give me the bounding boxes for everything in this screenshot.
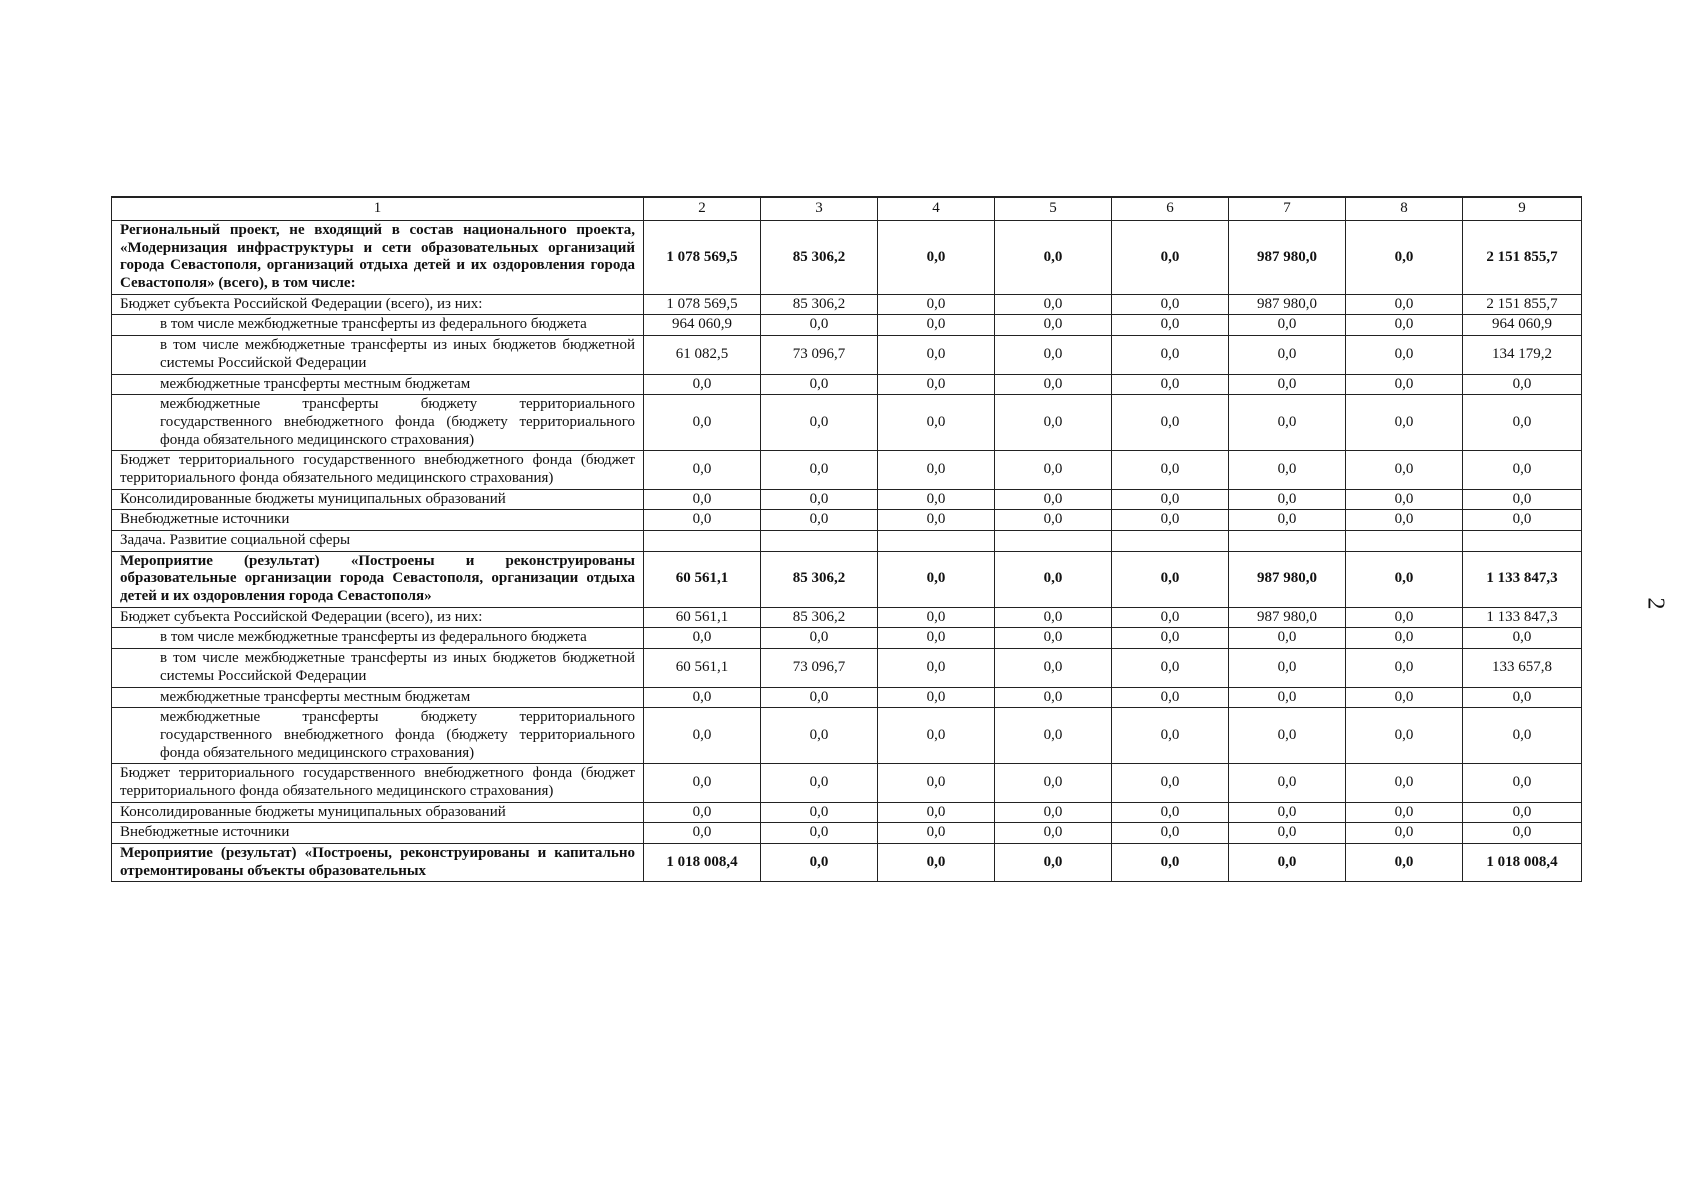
value-cell: 0,0: [644, 451, 761, 489]
value-cell: 964 060,9: [1463, 315, 1582, 336]
table-row: [112, 489, 1582, 510]
value-cell: 0,0: [1346, 551, 1463, 607]
value-cell: 0,0: [644, 374, 761, 395]
value-cell: 0,0: [1346, 315, 1463, 336]
value-cell: 0,0: [995, 649, 1112, 687]
value-cell: 0,0: [644, 823, 761, 844]
value-cell: 85 306,2: [761, 294, 878, 315]
row-label: межбюджетные трансферты бюджету территориального государственного внебюджетного фонда (бюджету территориального фонда обязательного медицинского страхования): [112, 395, 644, 451]
value-cell: 0,0: [1112, 844, 1229, 882]
value-cell: 0,0: [878, 551, 995, 607]
row-label: Внебюджетные источники: [112, 823, 644, 844]
value-cell: 0,0: [644, 687, 761, 708]
value-cell: 0,0: [1112, 315, 1229, 336]
page-number: 2: [1642, 597, 1669, 610]
value-cell: 0,0: [878, 221, 995, 295]
value-cell: 1 018 008,4: [644, 844, 761, 882]
table-row: [112, 315, 1582, 336]
value-cell: 0,0: [1346, 649, 1463, 687]
row-label: в том числе межбюджетные трансферты из федерального бюджета: [112, 628, 644, 649]
table-row: [112, 374, 1582, 395]
value-cell: 0,0: [761, 687, 878, 708]
value-cell: 0,0: [1346, 451, 1463, 489]
value-cell: 0,0: [1112, 687, 1229, 708]
value-cell: 0,0: [995, 844, 1112, 882]
table-row: [112, 510, 1582, 531]
value-cell: 0,0: [1346, 764, 1463, 802]
value-cell: 964 060,9: [644, 315, 761, 336]
value-cell: 0,0: [878, 395, 995, 451]
value-cell: 0,0: [1229, 844, 1346, 882]
value-cell: 0,0: [761, 489, 878, 510]
row-label: Мероприятие (результат) «Построены и реконструированы образовательные организации города Севастополя, организации отдыха детей и их оздоровления города Севастополя»: [112, 551, 644, 607]
value-cell: 0,0: [1463, 802, 1582, 823]
value-cell: 0,0: [995, 687, 1112, 708]
column-header: 2: [644, 197, 761, 221]
value-cell: 0,0: [878, 374, 995, 395]
value-cell: [1346, 531, 1463, 552]
value-cell: [1112, 531, 1229, 552]
value-cell: 0,0: [1112, 336, 1229, 374]
value-cell: 0,0: [995, 628, 1112, 649]
value-cell: [995, 531, 1112, 552]
value-cell: 0,0: [878, 844, 995, 882]
value-cell: [1229, 531, 1346, 552]
value-cell: 0,0: [1463, 708, 1582, 764]
value-cell: 0,0: [644, 489, 761, 510]
value-cell: 0,0: [995, 764, 1112, 802]
value-cell: 0,0: [644, 395, 761, 451]
value-cell: 0,0: [1463, 489, 1582, 510]
row-label: Консолидированные бюджеты муниципальных образований: [112, 489, 644, 510]
value-cell: 0,0: [1463, 510, 1582, 531]
value-cell: 0,0: [1346, 374, 1463, 395]
value-cell: 0,0: [761, 395, 878, 451]
table-row: [112, 708, 1582, 764]
value-cell: 0,0: [761, 764, 878, 802]
value-cell: 0,0: [1112, 802, 1229, 823]
value-cell: 987 980,0: [1229, 607, 1346, 628]
value-cell: 987 980,0: [1229, 221, 1346, 295]
value-cell: 1 078 569,5: [644, 221, 761, 295]
value-cell: [644, 531, 761, 552]
value-cell: 0,0: [995, 708, 1112, 764]
column-header: 7: [1229, 197, 1346, 221]
value-cell: 0,0: [1346, 489, 1463, 510]
row-label: в том числе межбюджетные трансферты из иных бюджетов бюджетной системы Российской Федерации: [112, 649, 644, 687]
value-cell: 0,0: [1112, 708, 1229, 764]
value-cell: 0,0: [1229, 823, 1346, 844]
value-cell: 0,0: [1112, 628, 1229, 649]
column-header: 4: [878, 197, 995, 221]
value-cell: 0,0: [1112, 451, 1229, 489]
value-cell: 0,0: [1112, 294, 1229, 315]
value-cell: 0,0: [1112, 510, 1229, 531]
value-cell: 0,0: [1112, 221, 1229, 295]
value-cell: 0,0: [761, 315, 878, 336]
value-cell: 0,0: [1112, 607, 1229, 628]
value-cell: 0,0: [878, 687, 995, 708]
value-cell: 0,0: [995, 374, 1112, 395]
value-cell: [878, 531, 995, 552]
value-cell: 1 133 847,3: [1463, 551, 1582, 607]
table-row: [112, 802, 1582, 823]
value-cell: 85 306,2: [761, 607, 878, 628]
value-cell: 0,0: [761, 708, 878, 764]
value-cell: 0,0: [878, 315, 995, 336]
value-cell: 0,0: [1463, 395, 1582, 451]
value-cell: 0,0: [1346, 510, 1463, 531]
value-cell: 0,0: [1346, 395, 1463, 451]
value-cell: 0,0: [1346, 607, 1463, 628]
value-cell: 0,0: [1229, 649, 1346, 687]
value-cell: 73 096,7: [761, 649, 878, 687]
value-cell: 0,0: [1229, 510, 1346, 531]
value-cell: 0,0: [995, 451, 1112, 489]
row-label: Бюджет субъекта Российской Федерации (всего), из них:: [112, 607, 644, 628]
table-body: [112, 221, 1582, 882]
table-row: [112, 687, 1582, 708]
value-cell: 0,0: [1112, 649, 1229, 687]
table-row: [112, 649, 1582, 687]
table-row: [112, 221, 1582, 295]
value-cell: 0,0: [644, 708, 761, 764]
table-row: [112, 451, 1582, 489]
value-cell: 0,0: [995, 802, 1112, 823]
value-cell: 133 657,8: [1463, 649, 1582, 687]
row-label: межбюджетные трансферты бюджету территориального государственного внебюджетного фонда (бюджету территориального фонда обязательного медицинского страхования): [112, 708, 644, 764]
value-cell: 73 096,7: [761, 336, 878, 374]
row-label: Задача. Развитие социальной сферы: [112, 531, 644, 552]
value-cell: 0,0: [1346, 294, 1463, 315]
value-cell: 0,0: [1112, 395, 1229, 451]
value-cell: 0,0: [1229, 315, 1346, 336]
value-cell: 0,0: [995, 823, 1112, 844]
value-cell: 0,0: [878, 708, 995, 764]
column-header: 1: [112, 197, 644, 221]
row-label: Бюджет территориального государственного внебюджетного фонда (бюджет территориального фонда обязательного медицинского страхования): [112, 451, 644, 489]
value-cell: 0,0: [1346, 336, 1463, 374]
column-header: 5: [995, 197, 1112, 221]
value-cell: [761, 531, 878, 552]
table-row: [112, 531, 1582, 552]
value-cell: 0,0: [1463, 628, 1582, 649]
value-cell: 0,0: [995, 395, 1112, 451]
value-cell: 0,0: [1346, 708, 1463, 764]
row-label: Внебюджетные источники: [112, 510, 644, 531]
value-cell: 0,0: [995, 510, 1112, 531]
table-row: [112, 395, 1582, 451]
value-cell: 0,0: [878, 628, 995, 649]
value-cell: 0,0: [1229, 802, 1346, 823]
value-cell: 0,0: [995, 551, 1112, 607]
value-cell: 0,0: [761, 510, 878, 531]
value-cell: 60 561,1: [644, 607, 761, 628]
value-cell: 0,0: [1112, 551, 1229, 607]
table-row: [112, 607, 1582, 628]
value-cell: 0,0: [1229, 628, 1346, 649]
value-cell: 0,0: [1346, 802, 1463, 823]
value-cell: 0,0: [995, 315, 1112, 336]
value-cell: 0,0: [995, 489, 1112, 510]
value-cell: 0,0: [878, 451, 995, 489]
value-cell: 0,0: [761, 802, 878, 823]
value-cell: 0,0: [644, 764, 761, 802]
value-cell: 61 082,5: [644, 336, 761, 374]
value-cell: 987 980,0: [1229, 294, 1346, 315]
value-cell: 60 561,1: [644, 649, 761, 687]
row-label: Мероприятие (результат) «Построены, реконструированы и капитально отремонтированы объекты образовательных: [112, 844, 644, 882]
value-cell: 1 133 847,3: [1463, 607, 1582, 628]
row-label: Консолидированные бюджеты муниципальных образований: [112, 802, 644, 823]
value-cell: [1463, 531, 1582, 552]
row-label: в том числе межбюджетные трансферты из федерального бюджета: [112, 315, 644, 336]
column-header: 3: [761, 197, 878, 221]
value-cell: 0,0: [1112, 764, 1229, 802]
value-cell: 0,0: [1346, 823, 1463, 844]
table-header-row: [112, 197, 1582, 221]
value-cell: 0,0: [1229, 395, 1346, 451]
value-cell: 0,0: [878, 764, 995, 802]
row-label: межбюджетные трансферты местным бюджетам: [112, 687, 644, 708]
row-label: Региональный проект, не входящий в состав национального проекта, «Модернизация инфраструктуры и сети образовательных организаций города Севастополя, организаций отдыха детей и их оздоровления города Севастополя» (всего), в том числе:: [112, 221, 644, 295]
value-cell: 0,0: [644, 802, 761, 823]
value-cell: 0,0: [1463, 451, 1582, 489]
value-cell: 0,0: [1463, 374, 1582, 395]
value-cell: 0,0: [761, 844, 878, 882]
value-cell: 0,0: [644, 628, 761, 649]
value-cell: 2 151 855,7: [1463, 221, 1582, 295]
row-label: межбюджетные трансферты местным бюджетам: [112, 374, 644, 395]
value-cell: 0,0: [1229, 708, 1346, 764]
column-header: 6: [1112, 197, 1229, 221]
value-cell: 0,0: [1229, 489, 1346, 510]
value-cell: 0,0: [995, 336, 1112, 374]
column-header: 9: [1463, 197, 1582, 221]
value-cell: 0,0: [995, 294, 1112, 315]
table-row: [112, 628, 1582, 649]
row-label: Бюджет субъекта Российской Федерации (всего), из них:: [112, 294, 644, 315]
table-row: [112, 336, 1582, 374]
value-cell: 0,0: [761, 628, 878, 649]
value-cell: 0,0: [761, 823, 878, 844]
value-cell: 0,0: [761, 374, 878, 395]
value-cell: 0,0: [1346, 221, 1463, 295]
value-cell: 60 561,1: [644, 551, 761, 607]
table-row: [112, 823, 1582, 844]
value-cell: 1 018 008,4: [1463, 844, 1582, 882]
value-cell: 1 078 569,5: [644, 294, 761, 315]
value-cell: 987 980,0: [1229, 551, 1346, 607]
value-cell: 0,0: [1346, 844, 1463, 882]
table-row: [112, 844, 1582, 882]
value-cell: 85 306,2: [761, 221, 878, 295]
value-cell: 0,0: [761, 451, 878, 489]
value-cell: 0,0: [1463, 823, 1582, 844]
value-cell: 0,0: [1229, 764, 1346, 802]
value-cell: 0,0: [995, 607, 1112, 628]
budget-table: [111, 196, 1582, 882]
value-cell: 0,0: [878, 294, 995, 315]
value-cell: 134 179,2: [1463, 336, 1582, 374]
value-cell: 0,0: [1112, 823, 1229, 844]
column-header: 8: [1346, 197, 1463, 221]
value-cell: 0,0: [1229, 374, 1346, 395]
value-cell: 0,0: [878, 649, 995, 687]
value-cell: 0,0: [1229, 336, 1346, 374]
value-cell: 0,0: [878, 510, 995, 531]
value-cell: 0,0: [1112, 489, 1229, 510]
row-label: Бюджет территориального государственного внебюджетного фонда (бюджет территориального фонда обязательного медицинского страхования): [112, 764, 644, 802]
value-cell: 0,0: [878, 823, 995, 844]
value-cell: 0,0: [878, 607, 995, 628]
value-cell: 0,0: [1463, 764, 1582, 802]
row-label: в том числе межбюджетные трансферты из иных бюджетов бюджетной системы Российской Федерации: [112, 336, 644, 374]
value-cell: 0,0: [1463, 687, 1582, 708]
value-cell: 0,0: [995, 221, 1112, 295]
value-cell: 0,0: [1229, 687, 1346, 708]
value-cell: 85 306,2: [761, 551, 878, 607]
value-cell: 0,0: [1346, 628, 1463, 649]
value-cell: 0,0: [1229, 451, 1346, 489]
table-row: [112, 764, 1582, 802]
value-cell: 0,0: [1346, 687, 1463, 708]
value-cell: 0,0: [1112, 374, 1229, 395]
value-cell: 0,0: [878, 336, 995, 374]
table-row: [112, 294, 1582, 315]
value-cell: 0,0: [878, 802, 995, 823]
table-row: [112, 551, 1582, 607]
value-cell: 0,0: [644, 510, 761, 531]
value-cell: 0,0: [878, 489, 995, 510]
value-cell: 2 151 855,7: [1463, 294, 1582, 315]
